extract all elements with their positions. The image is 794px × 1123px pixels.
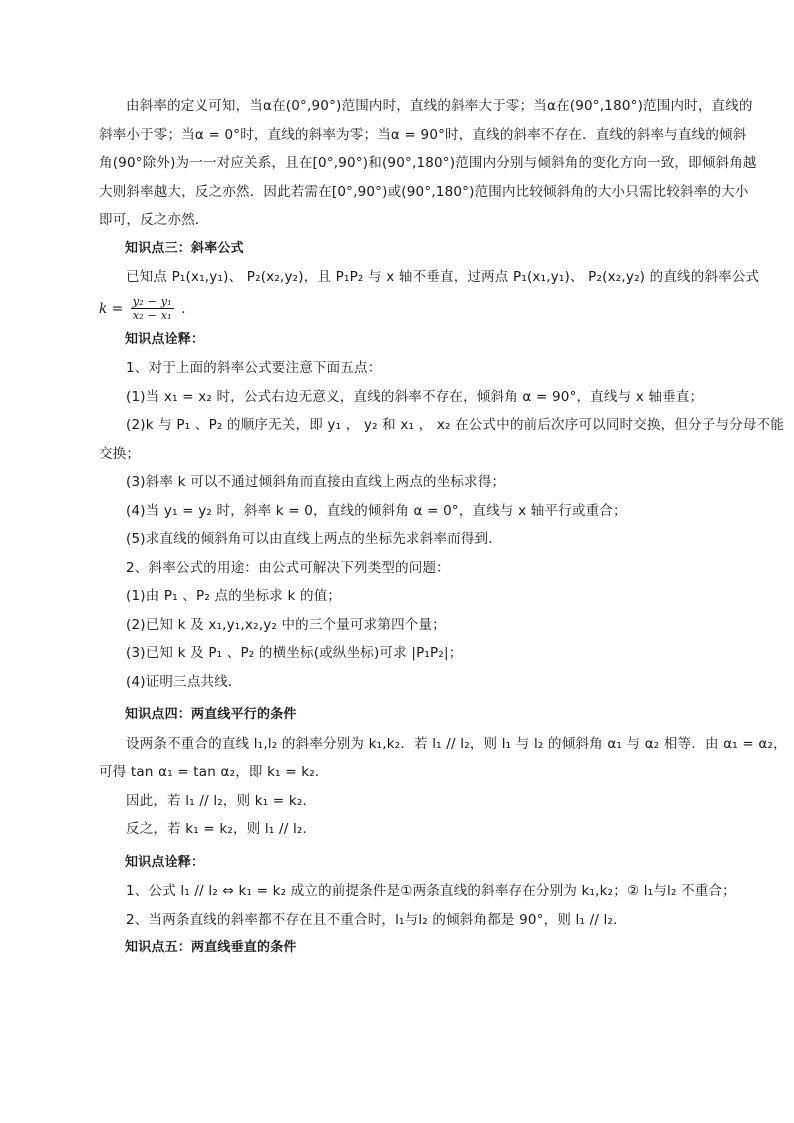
formula-lhs: k =	[99, 300, 124, 317]
note-line: 1、对于上面的斜率公式要注意下面五点：	[126, 360, 382, 376]
section-heading-perpendicular: 知识点五：两直线垂直的条件	[125, 940, 297, 955]
paragraph-line: 因此，若 l₁ // l₂，则 k₁ = k₂．	[126, 792, 317, 809]
note-line: (4)证明三点共线．	[126, 673, 242, 690]
note-line: (3)斜率 k 可以不通过倾斜角而直接由直线上两点的坐标求得；	[126, 474, 506, 490]
note-line: 2、斜率公式的用途：由公式可解决下列类型的问题：	[126, 559, 450, 576]
document-page	[99, 92, 787, 963]
note-line: 2、当两条直线的斜率都不存在且不重合时，l₁与l₂ 的倾斜角都是 90°，则 l₁ // l₂．	[126, 911, 627, 928]
paragraph-line: 角(90°除外)为一一对应关系，且在[0°,90°)和(90°,180°)范围内分别与倾斜角的变化方向一致，即倾斜角越	[99, 155, 757, 171]
paragraph-line: 已知点 P₁(x₁,y₁)、 P₂(x₂,y₂)，且 P₁P₂ 与 x 轴不垂直，过两点 P₁(x₁,y₁)、 P₂(x₂,y₂) 的直线的斜率公式	[126, 269, 760, 285]
slope-formula	[99, 292, 719, 326]
note-line: 交换；	[99, 445, 141, 462]
formula-fraction	[131, 295, 174, 322]
paragraph-line: 大则斜率越大，反之亦然．因此若需在[0°,90°)或(90°,180°)范围内比较倾斜角的大小只需比较斜率的大小	[99, 183, 749, 200]
section-heading-parallel: 知识点四：两直线平行的条件	[125, 707, 297, 722]
note-line: (2)k 与 P₁ 、P₂ 的顺序无关，即 y₁ ， y₂ 和 x₁ ， x₂ 在公式中的前后次序可以同时交换，但分子与分母不能	[126, 417, 784, 433]
paragraph-line: 斜率小于零；当α = 0°时，直线的斜率为零；当α = 90°时，直线的斜率不存在．直线的斜率与直线的倾斜	[99, 126, 747, 143]
paragraph-line: 反之，若 k₁ = k₂，则 l₁ // l₂．	[126, 821, 317, 837]
paragraph-line: 可得 tan α₁ = tan α₂，即 k₁ = k₂．	[99, 764, 329, 780]
formula-denominator: x₂ − x₁	[132, 309, 172, 322]
note-line: (3)已知 k 及 P₁ 、P₂ 的横坐标(或纵坐标)可求 |P₁P₂|；	[126, 645, 463, 661]
notes-heading: 知识点诠释：	[125, 854, 205, 870]
formula-numerator: y₂ − y₁	[132, 295, 172, 308]
note-line: (5)求直线的倾斜角可以由直线上两点的坐标先求斜率而得到．	[126, 531, 502, 547]
note-line: (4)当 y₁ = y₂ 时，斜率 k = 0，直线的倾斜角 α = 0°，直线与 x 轴平行或重合；	[126, 502, 627, 519]
note-line: (2)已知 k 及 x₁,y₁,x₂,y₂ 中的三个量可求第四个量；	[126, 616, 446, 633]
note-line: 1、公式 l₁ // l₂ ⇔ k₁ = k₂ 成立的前提条件是①两条直线的斜率存在分别为 k₁,k₂；② l₁与l₂ 不重合；	[126, 883, 736, 899]
paragraph-line: 设两条不重合的直线 l₁,l₂ 的斜率分别为 k₁,k₂．若 l₁ // l₂，则 l₁ 与 l₂ 的倾斜角 α₁ 与 α₂ 相等．由 α₁ = α₂，	[126, 735, 787, 752]
note-line: (1)当 x₁ = x₂ 时，公式右边无意义，直线的斜率不存在，倾斜角 α = 90°，直线与 x 轴垂直；	[126, 388, 704, 405]
note-line: (1)由 P₁ 、P₂ 点的坐标求 k 的值；	[126, 588, 342, 604]
notes-heading: 知识点诠释：	[125, 331, 205, 347]
formula-end: ．	[181, 300, 195, 317]
paragraph-line: 即可，反之亦然．	[99, 212, 209, 228]
paragraph-line: 由斜率的定义可知，当α在(0°,90°)范围内时，直线的斜率大于零；当α在(90°,180°)范围内时，直线的	[126, 98, 753, 114]
section-heading-slope-formula: 知识点三：斜率公式	[125, 240, 244, 256]
